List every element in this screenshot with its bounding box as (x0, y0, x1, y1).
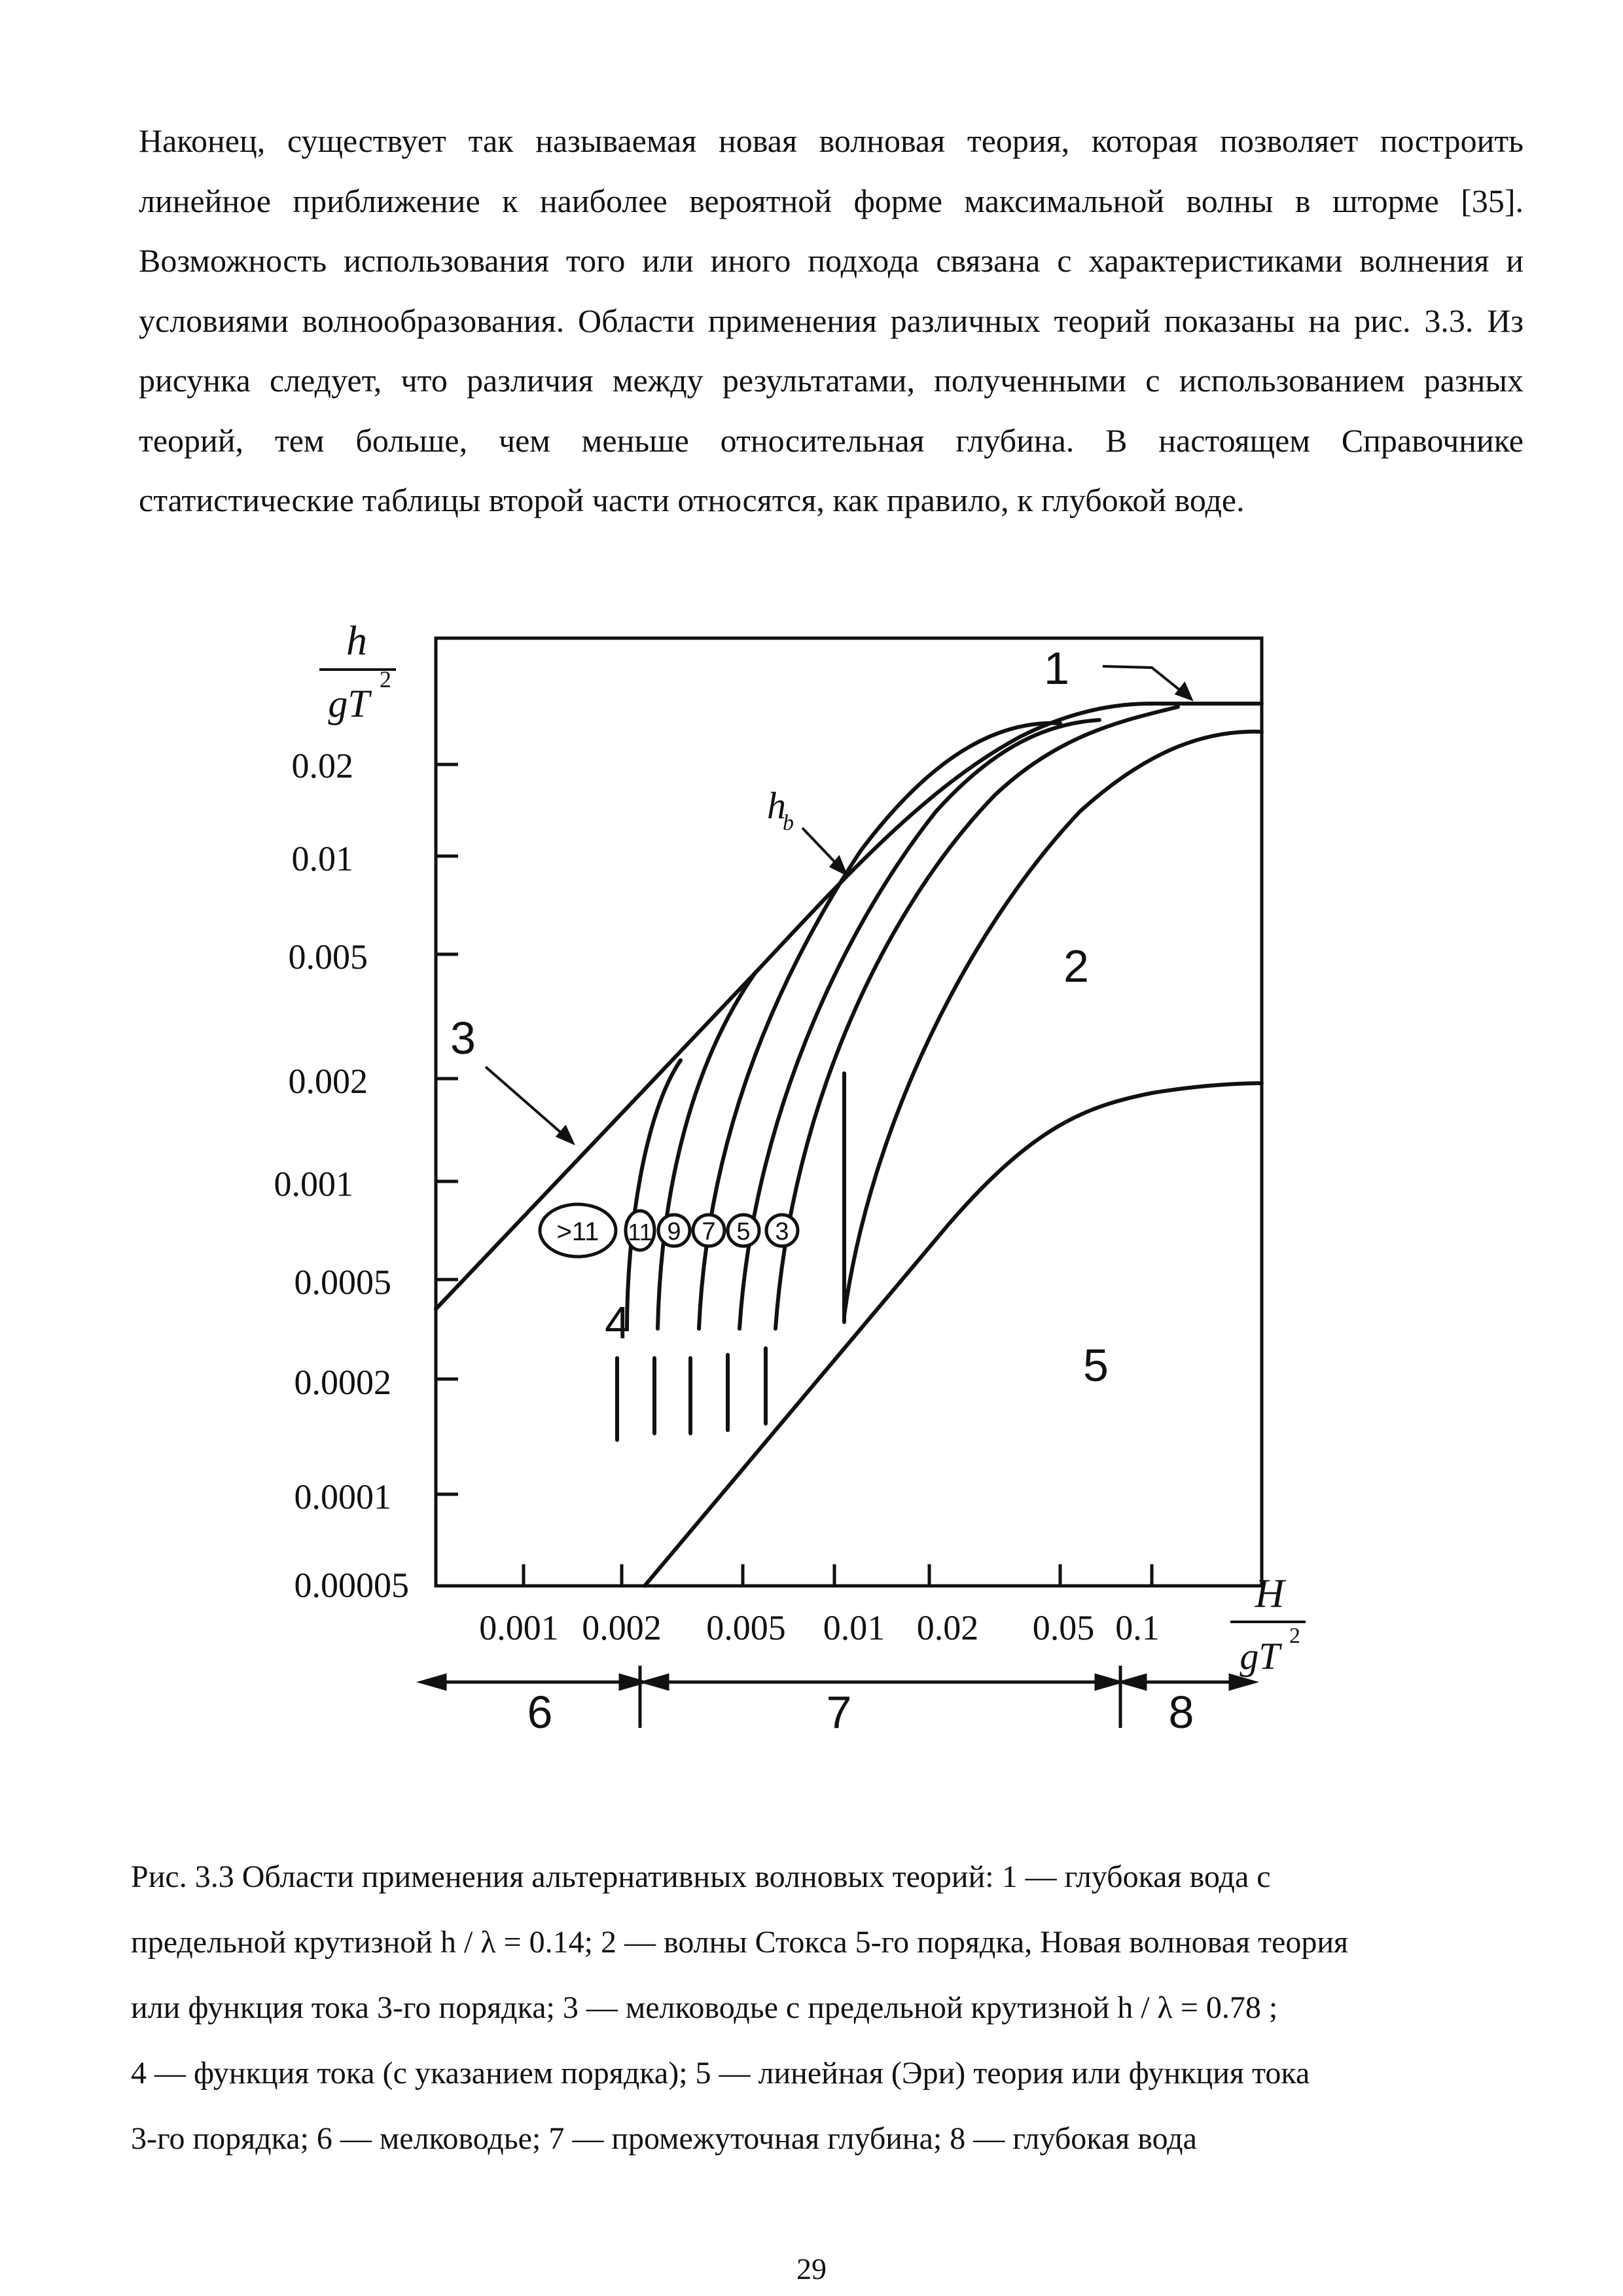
linear-theory-boundary (645, 1083, 1262, 1586)
x-tick-label: 0.1 (1115, 1608, 1160, 1647)
caption-line: 3-го порядка; 6 — мелководье; 7 — промежуточная глубина; 8 — глубокая вода (131, 2121, 1197, 2156)
x-tick-label: 0.001 (479, 1608, 559, 1647)
x-axis-numerator: H (1255, 1571, 1285, 1616)
region-label-3: 3 (450, 1013, 476, 1064)
y-tick-label: 0.002 (288, 1062, 368, 1101)
y-axis-numerator: h (346, 617, 367, 664)
x-axis-denominator: gT (1240, 1635, 1280, 1677)
region-label-5: 5 (1083, 1340, 1109, 1391)
pointer-arrows (486, 666, 1191, 1143)
theory-curves (436, 704, 1262, 1586)
curve-label-hb: h (767, 784, 786, 827)
order-badge-label: 3 (775, 1218, 789, 1246)
body-paragraph: Наконец, существует так называемая новая волновая теория, которая позволяет построить линейное приближение к наиболее вероятной форме максимальной волны в шторме [35]. Возможность использования того или иного подхода связана с характеристиками волнения и условиями волнообразования. Области применения различных теорий показаны на рис. 3.3. Из рисунка следует, что различия между результатами, полученными с использованием разных теорий, тем больше, чем меньше относительная глубина. В настоящем Справочнике статистические таблицы второй части относятся, как правило, к глубокой воде. (139, 122, 1524, 518)
y-tick-label: 0.001 (274, 1164, 353, 1204)
plot-frame (436, 638, 1262, 1586)
depth-range-label-8: 8 (1168, 1687, 1194, 1738)
y-ticks (436, 764, 458, 1494)
y-axis-denominator: gT (328, 682, 370, 725)
y-tick-label: 0.005 (288, 937, 368, 977)
x-tick-label: 0.02 (916, 1608, 979, 1647)
depth-range-label-6: 6 (527, 1687, 553, 1738)
x-tick-label: 0.01 (823, 1608, 885, 1647)
caption-line: 4 — функция тока (с указанием порядка); 5 — линейная (Эри) теория или функция тока (131, 2056, 1310, 2090)
region-label-1: 1 (1044, 643, 1069, 694)
x-tick-label: 0.002 (582, 1608, 662, 1647)
order-badge-label: 11 (628, 1219, 652, 1246)
y-tick-label: 0.01 (291, 839, 353, 878)
figure-caption (131, 1844, 1531, 2172)
x-ticks (524, 1564, 1152, 1586)
region-label-2: 2 (1063, 941, 1089, 992)
order-curve-3 (776, 707, 1178, 1329)
order-badge-label: 7 (702, 1218, 716, 1246)
caption-line: предельной крутизной h / λ = 0.14; 2 — волны Стокса 5-го порядка, Новая волновая теория (131, 1925, 1349, 1960)
y-tick-label: 0.00005 (294, 1566, 409, 1605)
caption-line: или функция тока 3-го порядка; 3 — мелководье с предельной крутизной h / λ = 0.78 ; (131, 1990, 1278, 2025)
x-tick-label: 0.05 (1032, 1608, 1095, 1647)
caption-line: Рис. 3.3 Области применения альтернативных волновых теорий: 1 — глубокая вода с (131, 1859, 1271, 1894)
y-tick-label: 0.0002 (294, 1363, 391, 1402)
x-tick-label: 0.005 (706, 1608, 786, 1647)
y-tick-label: 0.0005 (294, 1263, 391, 1302)
region-label-4: 4 (605, 1297, 630, 1348)
order-badge-label: 5 (736, 1218, 751, 1246)
y-tick-label: 0.02 (291, 746, 353, 785)
y-tick-label: 0.0001 (294, 1477, 391, 1516)
x-axis-power: 2 (1289, 1624, 1300, 1648)
y-axis-power: 2 (380, 666, 391, 692)
page-number: 29 (796, 2252, 827, 2286)
curve-label-hb-sub: b (783, 811, 794, 835)
order-badge-label: >11 (556, 1217, 599, 1246)
depth-range-label-7: 7 (826, 1687, 852, 1738)
order-badge-label: 9 (667, 1218, 681, 1246)
